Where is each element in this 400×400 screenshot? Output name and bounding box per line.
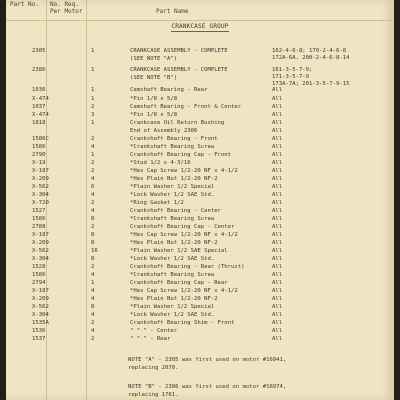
part-name: *Pin 1/8 x 5/8 xyxy=(130,112,178,118)
part-number: 1586 xyxy=(32,216,46,222)
footnote xyxy=(128,383,286,399)
motor-applicability xyxy=(272,328,282,335)
part-name: *Crankshaft Bearing Screw xyxy=(130,272,215,278)
motor-applicability xyxy=(272,87,282,94)
motor-line: All xyxy=(272,192,283,198)
motor-line: All xyxy=(272,232,283,238)
part-name: Crankshaft Bearing - Rear (Thrust) xyxy=(130,264,245,270)
parts-row xyxy=(6,264,394,271)
quantity: 1 xyxy=(91,120,95,126)
motor-applicability xyxy=(272,320,282,327)
motor-applicability xyxy=(272,184,282,191)
motor-line: All xyxy=(272,104,283,110)
parts-row xyxy=(6,184,394,191)
parts-row xyxy=(6,176,394,183)
part-name: (SEE NOTE "B") xyxy=(130,75,178,81)
part-number: X-19 xyxy=(32,160,46,166)
part-name: CRANKCASE ASSEMBLY - COMPLETE xyxy=(130,67,228,73)
parts-row xyxy=(6,240,394,247)
motor-line: All xyxy=(272,336,283,342)
quantity: 4 xyxy=(91,328,95,334)
part-name: *Hex Plain Nut 1/2-20 NF-2 xyxy=(130,176,218,182)
quantity: 8 xyxy=(91,240,95,246)
part-name: Crankshaft Bearing Cap - Rear xyxy=(130,280,228,286)
motor-line: All xyxy=(272,288,283,294)
part-number: X-209 xyxy=(32,176,49,182)
part-number: 2788 xyxy=(32,224,46,230)
quantity: 1 xyxy=(91,67,95,73)
motor-line: All xyxy=(272,200,283,206)
parts-row xyxy=(6,304,394,311)
motor-applicability xyxy=(272,176,282,183)
motor-applicability xyxy=(272,152,282,159)
part-number: X-187 xyxy=(32,288,49,294)
part-number: 1528 xyxy=(32,264,46,270)
quantity: 4 xyxy=(91,192,95,198)
header-part-name: Part Name xyxy=(156,8,189,15)
quantity: 1 xyxy=(91,96,95,102)
part-number: 1586 xyxy=(32,144,46,150)
part-name: *Stud 1/2 x 4-3/16 xyxy=(130,160,191,166)
motor-applicability xyxy=(272,304,282,311)
quantity: 16 xyxy=(91,248,98,254)
parts-row xyxy=(6,272,394,279)
motor-applicability xyxy=(272,312,282,319)
motor-applicability xyxy=(272,128,282,135)
part-number: 2790 xyxy=(32,152,46,158)
motor-line: 162-4-6-8; 170-2-4-6-8 xyxy=(272,48,347,54)
motor-line: All xyxy=(272,224,283,230)
motor-applicability xyxy=(272,168,282,175)
quantity: 1 xyxy=(91,48,95,54)
parts-row xyxy=(6,248,394,255)
motor-line: All xyxy=(272,328,283,334)
motor-line: All xyxy=(272,296,283,302)
quantity: 2 xyxy=(91,104,95,110)
quantity: 2 xyxy=(91,224,95,230)
motor-applicability xyxy=(272,96,282,103)
parts-row xyxy=(6,168,394,175)
motor-applicability xyxy=(272,288,282,295)
motor-line: All xyxy=(272,152,283,158)
motor-applicability xyxy=(272,224,282,231)
quantity: 1 xyxy=(91,280,95,286)
motor-applicability xyxy=(272,232,282,239)
motor-applicability xyxy=(272,336,282,343)
parts-row xyxy=(6,152,394,159)
part-number: 1036 xyxy=(32,87,46,93)
footnote-line: replacing 2070. xyxy=(128,365,179,371)
part-name: CRANKCASE ASSEMBLY - COMPLETE xyxy=(130,48,228,54)
motor-line: 172A-6A, 200-2-4-6-8-14 xyxy=(272,55,350,61)
quantity: 3 xyxy=(91,112,95,118)
quantity: 2 xyxy=(91,320,95,326)
part-name: Crankshaft Bearing - Front xyxy=(130,136,218,142)
motor-line: All xyxy=(272,208,283,214)
part-number: X-474 xyxy=(32,96,49,102)
part-number: 1586C xyxy=(32,136,49,142)
part-name: Camshaft Bearing - Rear xyxy=(130,87,208,93)
quantity: 4 xyxy=(91,288,95,294)
part-number: X-720 xyxy=(32,200,49,206)
motor-applicability xyxy=(272,160,282,167)
parts-row xyxy=(6,120,394,127)
quantity: 4 xyxy=(91,144,95,150)
quantity: 2 xyxy=(91,136,95,142)
motor-line: 161-3-5-7-9; xyxy=(272,67,313,73)
part-name: *Hex Plain Nut 1/2-20 NF-2 xyxy=(130,240,218,246)
quantity: 2 xyxy=(91,264,95,270)
part-name: " " " - Rear xyxy=(130,336,171,342)
header-no-req: No. Req. xyxy=(50,1,79,8)
quantity: 1 xyxy=(91,87,95,93)
parts-list-page xyxy=(6,0,394,400)
part-name: *Plain Washer 1/2 Special xyxy=(130,304,215,310)
motor-applicability xyxy=(272,240,282,247)
parts-row xyxy=(6,56,394,63)
parts-row xyxy=(6,224,394,231)
part-number: X-474 xyxy=(32,112,49,118)
motor-applicability xyxy=(272,296,282,303)
quantity: 2 xyxy=(91,336,95,342)
part-number: X-304 xyxy=(32,312,49,318)
part-number: X-562 xyxy=(32,184,49,190)
parts-row xyxy=(6,75,394,82)
quantity: 2 xyxy=(91,160,95,166)
part-name: *Hex Cap Screw 1/2-20 NF x 4-1/2 xyxy=(130,168,238,174)
footnote-line: replacing 1761. xyxy=(128,392,179,398)
quantity: 4 xyxy=(91,312,95,318)
parts-row xyxy=(6,256,394,263)
parts-row xyxy=(6,192,394,199)
parts-row xyxy=(6,312,394,319)
part-number: 1535A xyxy=(32,320,49,326)
motor-applicability xyxy=(272,256,282,263)
part-name: *Lock Washer 1/2 SAE Std. xyxy=(130,312,215,318)
part-name: Camshaft Bearing - Front & Center xyxy=(130,104,242,110)
motor-line: All xyxy=(272,256,283,262)
motor-line: All xyxy=(272,216,283,222)
part-number: 2386 xyxy=(32,67,46,73)
parts-row xyxy=(6,280,394,287)
motor-line: 171-3-5-7-9 xyxy=(272,74,310,80)
parts-row xyxy=(6,128,394,135)
parts-row xyxy=(6,296,394,303)
part-number: 1536 xyxy=(32,328,46,334)
parts-row xyxy=(6,232,394,239)
parts-row xyxy=(6,87,394,94)
part-name: Crankshaft Bearing Shim - Front xyxy=(130,320,235,326)
part-number: 2794 xyxy=(32,280,46,286)
footnote-line: NOTE "B" - 2386 was first used on motor #16974, xyxy=(128,384,287,390)
quantity: 4 xyxy=(91,208,95,214)
part-number: X-187 xyxy=(32,168,49,174)
quantity: 6 xyxy=(91,184,95,190)
part-name: (SEE NOTE "A") xyxy=(130,56,178,62)
part-number: X-562 xyxy=(32,248,49,254)
motor-line: All xyxy=(272,128,283,134)
motor-line: All xyxy=(272,96,283,102)
part-name: Crankshaft Bearing - Center xyxy=(130,208,221,214)
part-name: *Ring Gasket 1/2 xyxy=(130,200,184,206)
part-number: X-209 xyxy=(32,240,49,246)
parts-row xyxy=(6,104,394,111)
motor-line: All xyxy=(272,272,283,278)
motor-line: All xyxy=(272,280,283,286)
motor-line: All xyxy=(272,184,283,190)
motor-line: All xyxy=(272,87,283,93)
part-name: *Lock Washer 1/2 SAE Std. xyxy=(130,256,215,262)
quantity: 8 xyxy=(91,232,95,238)
motor-applicability xyxy=(272,200,282,207)
motor-applicability xyxy=(272,104,282,111)
part-number: X-304 xyxy=(32,256,49,262)
motor-line: All xyxy=(272,144,283,150)
part-name: *Crankshaft Bearing Screw xyxy=(130,144,215,150)
part-number: 1818 xyxy=(32,120,46,126)
motor-line: All xyxy=(272,312,283,318)
motor-applicability xyxy=(272,280,282,287)
part-name: Crankshaft Bearing Cap - Front xyxy=(130,152,232,158)
motor-applicability xyxy=(272,216,282,223)
quantity: 4 xyxy=(91,176,95,182)
motor-applicability xyxy=(272,192,282,199)
motor-applicability xyxy=(272,272,282,279)
parts-row xyxy=(6,144,394,151)
motor-applicability xyxy=(272,120,282,127)
part-name: Crankcase Oil Return Bushing xyxy=(130,120,225,126)
part-number: 1037 xyxy=(32,104,46,110)
parts-row xyxy=(6,288,394,295)
motor-applicability xyxy=(272,208,282,215)
quantity: 2 xyxy=(91,168,95,174)
motor-applicability xyxy=(272,248,282,255)
part-name: *Hex Cap Screw 1/2-20 NF x 4-1/2 xyxy=(130,232,238,238)
motor-line: All xyxy=(272,160,283,166)
motor-line: All xyxy=(272,136,283,142)
motor-line: All xyxy=(272,176,283,182)
motor-line: All xyxy=(272,120,283,126)
parts-row xyxy=(6,112,394,119)
part-name: *Plain Washer 1/2 SAE Special xyxy=(130,248,228,254)
motor-applicability xyxy=(272,264,282,271)
motor-line: All xyxy=(272,320,283,326)
part-number: 1527 xyxy=(32,208,46,214)
motor-line: 173A-7A; 201-3-5-7-9-15 xyxy=(272,81,350,87)
part-name: *Hex Cap Screw 1/2-20 NF x 4-1/2 xyxy=(130,288,238,294)
motor-applicability xyxy=(272,112,282,119)
part-number: X-187 xyxy=(32,232,49,238)
parts-row xyxy=(6,216,394,223)
motor-applicability xyxy=(272,136,282,143)
quantity: 4 xyxy=(91,296,95,302)
column-header xyxy=(6,0,394,21)
part-number: 2305 xyxy=(32,48,46,54)
group-title: CRANKCASE GROUP xyxy=(171,23,229,30)
motor-applicability xyxy=(272,144,282,151)
motor-line: All xyxy=(272,248,283,254)
motor-line: All xyxy=(272,304,283,310)
footnote-line: NOTE "A" - 2305 was first used on motor #16941, xyxy=(128,357,287,363)
parts-row xyxy=(6,336,394,343)
quantity: 8 xyxy=(91,216,95,222)
header-per-motor: Per Motor xyxy=(50,8,83,15)
header-part-no: Part No. xyxy=(10,1,39,8)
quantity: 2 xyxy=(91,200,95,206)
part-name: Crankshaft Bearing Cap - Center xyxy=(130,224,235,230)
part-number: 1537 xyxy=(32,336,46,342)
parts-row xyxy=(6,320,394,327)
part-name: End of Assembly 2306 xyxy=(130,128,198,134)
motor-line: All xyxy=(272,112,283,118)
footnote xyxy=(128,356,286,372)
motor-line: All xyxy=(272,264,283,270)
quantity: 8 xyxy=(91,256,95,262)
part-number: X-304 xyxy=(32,192,49,198)
part-name: *Pin 1/8 x 5/8 xyxy=(130,96,178,102)
part-number: X-562 xyxy=(32,304,49,310)
part-name: " " " - Center xyxy=(130,328,178,334)
parts-row xyxy=(6,208,394,215)
part-number: X-209 xyxy=(32,296,49,302)
parts-row xyxy=(6,328,394,335)
part-name: *Lock Washer 1/2 SAE Std. xyxy=(130,192,215,198)
quantity: 1 xyxy=(91,152,95,158)
part-number: 1586 xyxy=(32,272,46,278)
parts-row xyxy=(6,200,394,207)
part-name: *Hex Plain Nut 1/2-20 NF-2 xyxy=(130,296,218,302)
quantity: 8 xyxy=(91,304,95,310)
parts-row xyxy=(6,136,394,143)
parts-row xyxy=(6,96,394,103)
motor-line: All xyxy=(272,240,283,246)
part-name: *Plain Washer 1/2 Special xyxy=(130,184,215,190)
part-name: *Crankshaft Bearing Screw xyxy=(130,216,215,222)
motor-line: All xyxy=(272,168,283,174)
parts-row xyxy=(6,160,394,167)
quantity: 4 xyxy=(91,272,95,278)
